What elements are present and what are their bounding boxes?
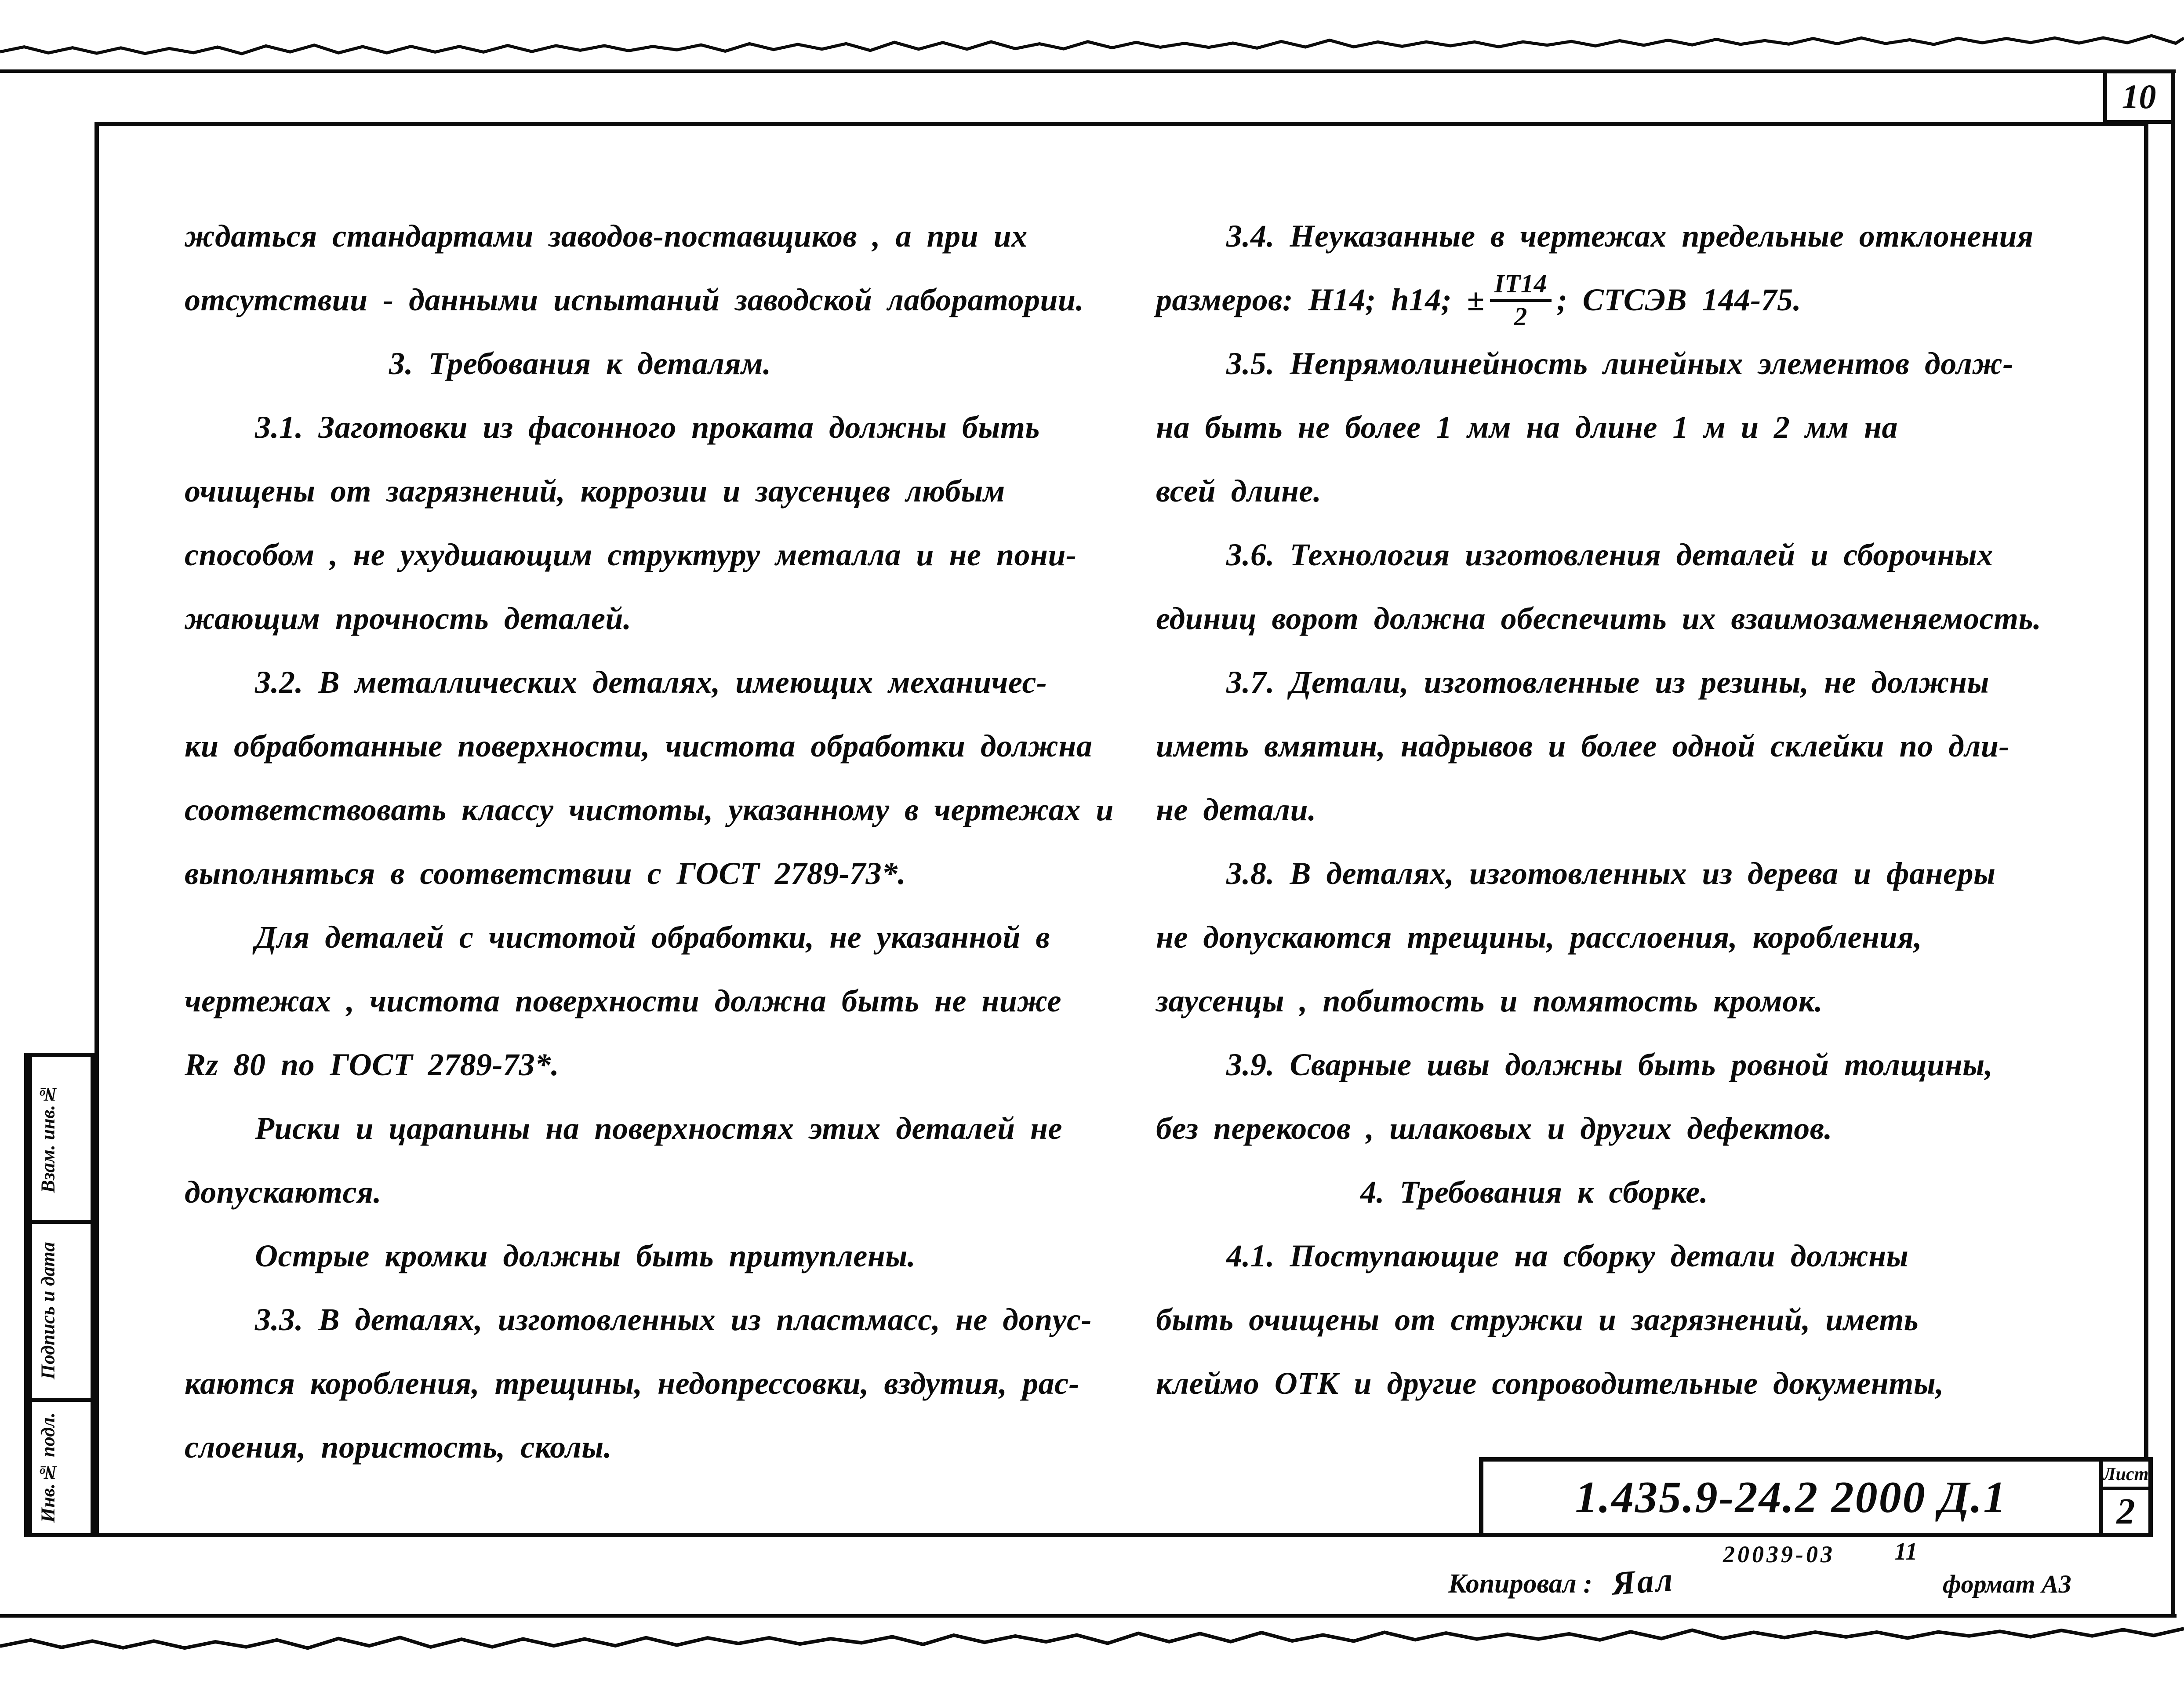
text-line	[185, 459, 1112, 523]
line-text: на быть не более 1 мм на длине 1 м и 2 мм на	[1156, 410, 1898, 445]
text-line	[185, 1097, 1112, 1160]
text-line	[1156, 1352, 2105, 1415]
text-line	[1156, 587, 2105, 651]
stamp-cell-blank	[64, 1057, 91, 1220]
text-column-right	[1156, 204, 2105, 1415]
line-text: Rz 80 по ГОСТ 2789-73*.	[185, 1047, 560, 1082]
line-text: 3.7. Детали, изготовленные из резины, не должны	[1226, 665, 1989, 700]
format-label: формат А3	[1943, 1570, 2071, 1598]
line-text: не допускаются трещины, расслоения, коробления,	[1156, 920, 1922, 955]
text-line	[185, 396, 1112, 459]
text-line	[1156, 332, 2105, 396]
text-line	[1156, 1097, 2105, 1160]
line-text: заусенцы , побитость и помятость кромок.	[1156, 983, 1823, 1018]
text-column-left	[185, 204, 1112, 1479]
text-line	[185, 969, 1112, 1033]
text-line	[1156, 842, 2105, 906]
sheet-number: 2	[2116, 1491, 2135, 1532]
text-line	[1156, 1288, 2105, 1352]
text-line	[1156, 459, 2105, 523]
text-line	[185, 1415, 1112, 1479]
line-text: Риски и царапины на поверхностях этих деталей не	[255, 1111, 1062, 1146]
text-line	[185, 906, 1112, 969]
line-text: ждаться стандартами заводов-поставщиков , а при их	[185, 218, 1028, 254]
sheet-label: Лист	[2103, 1462, 2148, 1490]
line-text: 3.2. В металлических деталях, имеющих механичес-	[255, 665, 1047, 700]
line-text: 3.6. Технология изготовления деталей и сборочных	[1226, 537, 1993, 572]
title-block-sheet-box	[2099, 1457, 2153, 1537]
line-text: каются коробления, трещины, недопрессовки, вздутия, рас-	[185, 1366, 1080, 1401]
page-number: 10	[2122, 77, 2156, 116]
line-text: 3.3. В деталях, изготовленных из пластмасс, не допус-	[255, 1302, 1092, 1337]
text-line	[185, 1160, 1112, 1224]
line-text: жающим прочность деталей.	[185, 601, 632, 636]
line-text: 3.5. Непрямолинейность линейных элементов долж-	[1226, 346, 2013, 381]
text-line	[185, 587, 1112, 651]
line-text: выполняться в соответствии с ГОСТ 2789-73*.	[185, 856, 906, 891]
text-line	[1156, 1160, 2105, 1224]
text-line	[185, 714, 1112, 778]
text-line	[1156, 1224, 2105, 1288]
line-text: 3.4. Неуказанные в чертежах предельные отклонения	[1226, 218, 2034, 254]
order-code: 20039-03	[1723, 1541, 1835, 1567]
text-line	[185, 778, 1112, 842]
line-text: размеров: Н14; h14; ±	[1156, 282, 1485, 317]
stamp-cell-label: Взам. инв.№	[28, 1057, 64, 1220]
stamp-cell-label: Инв.№ подл.	[28, 1402, 64, 1533]
text-line	[1156, 396, 2105, 459]
text-line	[185, 204, 1112, 268]
line-text: ; СТСЭВ 144-75.	[1556, 282, 1802, 317]
line-text: единиц ворот должна обеспечить их взаимозаменяемость.	[1156, 601, 2042, 636]
line-text: 3.9. Сварные швы должны быть ровной толщины,	[1226, 1047, 1993, 1082]
copied-by-signature: Яал	[1611, 1561, 1676, 1602]
sheet-right-edge-line	[2171, 69, 2175, 1617]
text-line	[185, 651, 1112, 714]
stamp-cell	[28, 1402, 91, 1533]
line-text: Для деталей с чистотой обработки, не указанной в	[255, 920, 1050, 955]
line-text: очищены от загрязнений, коррозии и заусенцев любым	[185, 473, 1005, 509]
left-stamp-column	[24, 1053, 94, 1537]
line-text: без перекосов , шлаковых и других дефектов.	[1156, 1111, 1832, 1146]
sheet-top-edge-line	[0, 69, 2176, 73]
line-text: чертежах , чистота поверхности должна быть не ниже	[185, 983, 1062, 1018]
stamp-cell-label: Подпись и дата	[28, 1224, 64, 1398]
copied-by-label: Копировал :	[1448, 1569, 1592, 1599]
line-text: клеймо ОТК и другие сопроводительные документы,	[1156, 1366, 1944, 1401]
text-line	[1156, 778, 2105, 842]
line-text: 4.1. Поступающие на сборку детали должны	[1226, 1238, 1909, 1273]
page-number-box	[2103, 69, 2175, 124]
line-text: иметь вмятин, надрывов и более одной склейки по дли-	[1156, 728, 2010, 764]
fraction	[1490, 270, 1552, 330]
title-block-doc-number-box	[1479, 1457, 2103, 1537]
text-line	[1156, 1033, 2105, 1097]
text-line	[185, 1288, 1112, 1352]
fraction-denominator: 2	[1514, 302, 1527, 331]
stamp-cell-blank	[64, 1224, 91, 1398]
line-text: не детали.	[1156, 792, 1316, 827]
line-text: 3. Требования к деталям.	[389, 346, 771, 381]
line-text: допускаются.	[185, 1175, 382, 1210]
text-line	[185, 523, 1112, 587]
line-text: всей длине.	[1156, 473, 1322, 509]
line-text: Острые кромки должны быть притуплены.	[255, 1238, 916, 1273]
torn-paper-edge-top	[0, 0, 2184, 66]
text-line	[1156, 204, 2105, 268]
fraction-numerator: IT14	[1490, 270, 1552, 302]
copied-by-row	[1448, 1563, 1674, 1601]
text-line	[185, 1224, 1112, 1288]
line-text: 4. Требования к сборке.	[1360, 1175, 1708, 1210]
doc-number: 1.435.9-24.2 2000 Д.1	[1575, 1472, 2007, 1522]
text-line	[185, 332, 1112, 396]
sheet-bottom-edge-line	[0, 1614, 2177, 1618]
line-text: соответствовать классу чистоты, указанному в чертежах и	[185, 792, 1114, 827]
text-line	[1156, 651, 2105, 714]
text-line	[1156, 268, 2105, 332]
line-text: 3.1. Заготовки из фасонного проката должны быть	[255, 410, 1040, 445]
text-line	[185, 842, 1112, 906]
line-text: слоения, пористость, сколы.	[185, 1429, 612, 1465]
stamp-cell	[28, 1057, 91, 1224]
text-line	[1156, 969, 2105, 1033]
text-line	[1156, 523, 2105, 587]
text-line	[1156, 714, 2105, 778]
line-text: 3.8. В деталях, изготовленных из дерева и фанеры	[1226, 856, 1996, 891]
line-text: способом , не ухудшающим структуру металла и не пони-	[185, 537, 1077, 572]
text-line	[185, 1033, 1112, 1097]
line-text: отсутствии - данными испытаний заводской лаборатории.	[185, 282, 1084, 317]
stamp-cell-blank	[64, 1402, 91, 1533]
stamp-cell	[28, 1224, 91, 1402]
text-line	[1156, 906, 2105, 969]
order-code-secondary: 11	[1894, 1538, 1918, 1565]
line-text: ки обработанные поверхности, чистота обработки должна	[185, 728, 1093, 764]
text-line	[185, 1352, 1112, 1415]
text-line	[185, 268, 1112, 332]
line-text: быть очищены от стружки и загрязнений, иметь	[1156, 1302, 1919, 1337]
torn-paper-edge-bottom	[0, 1622, 2184, 1675]
